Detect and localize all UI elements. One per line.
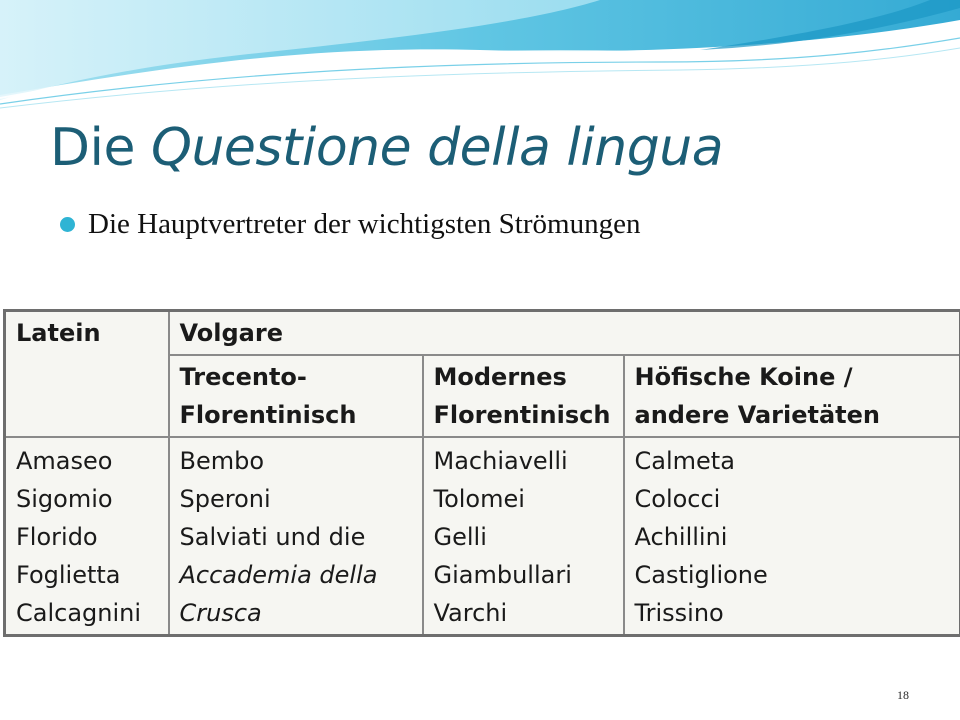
hoefisch-name: Calmeta <box>634 447 735 475</box>
bullet-item <box>60 208 640 241</box>
slide-title-italic: Questione della lingua <box>151 118 724 178</box>
header-trecento-line1: Trecento- <box>179 363 307 391</box>
latein-name: Sigomio <box>16 485 113 513</box>
latein-column <box>5 437 169 636</box>
slide-title <box>50 118 723 178</box>
trecento-name: Bembo <box>179 447 265 475</box>
modernes-name: Machiavelli <box>433 447 568 475</box>
header-hoefisch-line2: andere Varietäten <box>634 401 881 429</box>
modernes-name: Varchi <box>433 599 508 627</box>
trecento-name: Speroni <box>179 485 271 513</box>
header-trecento-line2: Florentinisch <box>179 401 357 429</box>
representatives-table <box>3 309 959 626</box>
modernes-name: Giambullari <box>433 561 572 589</box>
latein-name: Amaseo <box>16 447 113 475</box>
trecento-italic-name: Accademia della <box>179 561 378 589</box>
header-modernes-line2: Florentinisch <box>433 401 611 429</box>
bullet-text: Die Hauptvertreter der wichtigsten Strömungen <box>88 208 641 240</box>
header-hoefisch <box>624 355 960 437</box>
header-latein: Latein <box>5 311 169 438</box>
header-hoefisch-line1: Höfische Koine / <box>634 363 853 391</box>
decorative-wave-header <box>0 0 960 110</box>
page-number: 18 <box>897 688 909 702</box>
latein-name: Calcagnini <box>16 599 142 627</box>
trecento-column <box>169 437 423 636</box>
hoefisch-name: Colocci <box>634 485 721 513</box>
hoefisch-name: Achillini <box>634 523 728 551</box>
modernes-name: Tolomei <box>433 485 525 513</box>
hoefisch-name: Castiglione <box>634 561 768 589</box>
hoefisch-name: Trissino <box>634 599 724 627</box>
slide-title-prefix: Die <box>50 118 152 178</box>
bullet-dot-icon <box>60 217 75 232</box>
trecento-name: Salviati und die <box>179 523 366 551</box>
header-volgare: Volgare <box>169 311 960 356</box>
header-trecento <box>169 355 423 437</box>
latein-name: Florido <box>16 523 98 551</box>
hoefisch-column <box>624 437 960 636</box>
latein-name: Foglietta <box>16 561 121 589</box>
modernes-column <box>423 437 624 636</box>
modernes-name: Gelli <box>433 523 487 551</box>
header-modernes <box>423 355 624 437</box>
trecento-italic-name: Crusca <box>179 599 262 627</box>
header-modernes-line1: Modernes <box>433 363 567 391</box>
